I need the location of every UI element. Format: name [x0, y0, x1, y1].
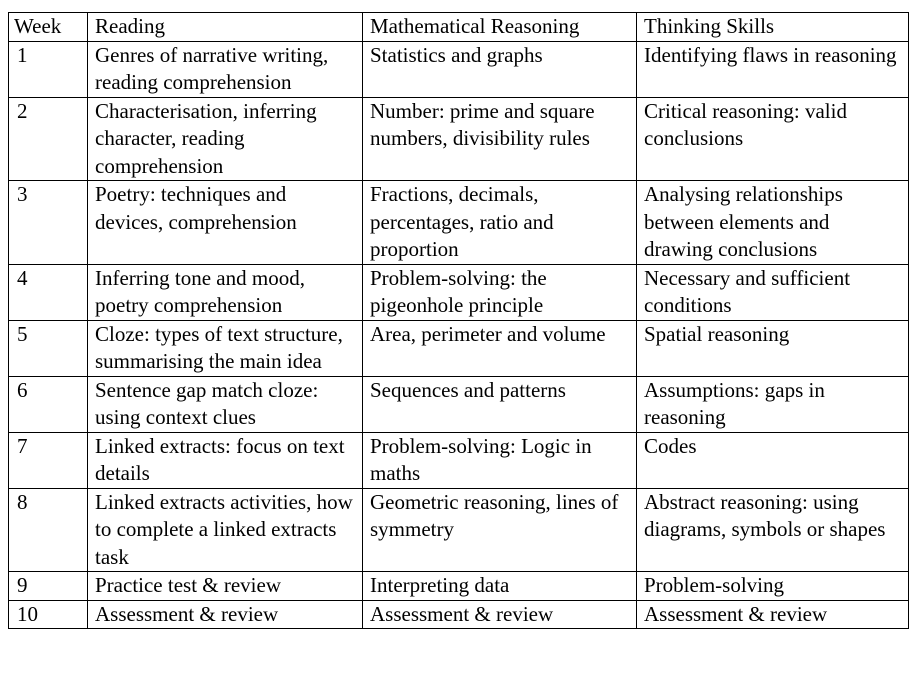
- table-header: [9, 13, 909, 42]
- thinking-cell: Abstract reasoning: using diagrams, symbols or shapes: [637, 488, 909, 572]
- thinking-cell: Necessary and sufficient conditions: [637, 264, 909, 320]
- table-row: [9, 41, 909, 97]
- table-row: [9, 320, 909, 376]
- math-cell: Interpreting data: [363, 572, 637, 601]
- week-cell: 8: [9, 488, 88, 572]
- reading-cell: Assessment & review: [88, 600, 363, 629]
- week-cell: 5: [9, 320, 88, 376]
- week-cell: 2: [9, 97, 88, 181]
- reading-cell: Practice test & review: [88, 572, 363, 601]
- table-row: [9, 181, 909, 265]
- math-cell: Area, perimeter and volume: [363, 320, 637, 376]
- math-cell: Assessment & review: [363, 600, 637, 629]
- week-cell: 4: [9, 264, 88, 320]
- table-body: [9, 41, 909, 629]
- table-row: [9, 264, 909, 320]
- table-row: [9, 97, 909, 181]
- header-thinking-skills: Thinking Skills: [637, 13, 909, 42]
- thinking-cell: Critical reasoning: valid conclusions: [637, 97, 909, 181]
- thinking-cell: Assumptions: gaps in reasoning: [637, 376, 909, 432]
- thinking-cell: Identifying flaws in reasoning: [637, 41, 909, 97]
- week-cell: 9: [9, 572, 88, 601]
- reading-cell: Genres of narrative writing, reading comprehension: [88, 41, 363, 97]
- curriculum-table: [8, 12, 909, 629]
- header-reading: Reading: [88, 13, 363, 42]
- reading-cell: Sentence gap match cloze: using context clues: [88, 376, 363, 432]
- header-week: Week: [9, 13, 88, 42]
- math-cell: Statistics and graphs: [363, 41, 637, 97]
- week-cell: 10: [9, 600, 88, 629]
- math-cell: Sequences and patterns: [363, 376, 637, 432]
- thinking-cell: Assessment & review: [637, 600, 909, 629]
- reading-cell: Cloze: types of text structure, summarising the main idea: [88, 320, 363, 376]
- thinking-cell: Analysing relationships between elements and drawing conclusions: [637, 181, 909, 265]
- reading-cell: Linked extracts: focus on text details: [88, 432, 363, 488]
- table-row: [9, 600, 909, 629]
- table-row: [9, 488, 909, 572]
- week-cell: 7: [9, 432, 88, 488]
- math-cell: Geometric reasoning, lines of symmetry: [363, 488, 637, 572]
- thinking-cell: Problem-solving: [637, 572, 909, 601]
- table-row: [9, 572, 909, 601]
- reading-cell: Characterisation, inferring character, reading comprehension: [88, 97, 363, 181]
- reading-cell: Inferring tone and mood, poetry comprehension: [88, 264, 363, 320]
- reading-cell: Poetry: techniques and devices, comprehension: [88, 181, 363, 265]
- math-cell: Problem-solving: the pigeonhole principle: [363, 264, 637, 320]
- thinking-cell: Codes: [637, 432, 909, 488]
- table-row: [9, 432, 909, 488]
- thinking-cell: Spatial reasoning: [637, 320, 909, 376]
- week-cell: 6: [9, 376, 88, 432]
- math-cell: Fractions, decimals, percentages, ratio and proportion: [363, 181, 637, 265]
- table-row: [9, 376, 909, 432]
- reading-cell: Linked extracts activities, how to complete a linked extracts task: [88, 488, 363, 572]
- math-cell: Number: prime and square numbers, divisibility rules: [363, 97, 637, 181]
- week-cell: 3: [9, 181, 88, 265]
- header-row: [9, 13, 909, 42]
- math-cell: Problem-solving: Logic in maths: [363, 432, 637, 488]
- week-cell: 1: [9, 41, 88, 97]
- header-mathematical-reasoning: Mathematical Reasoning: [363, 13, 637, 42]
